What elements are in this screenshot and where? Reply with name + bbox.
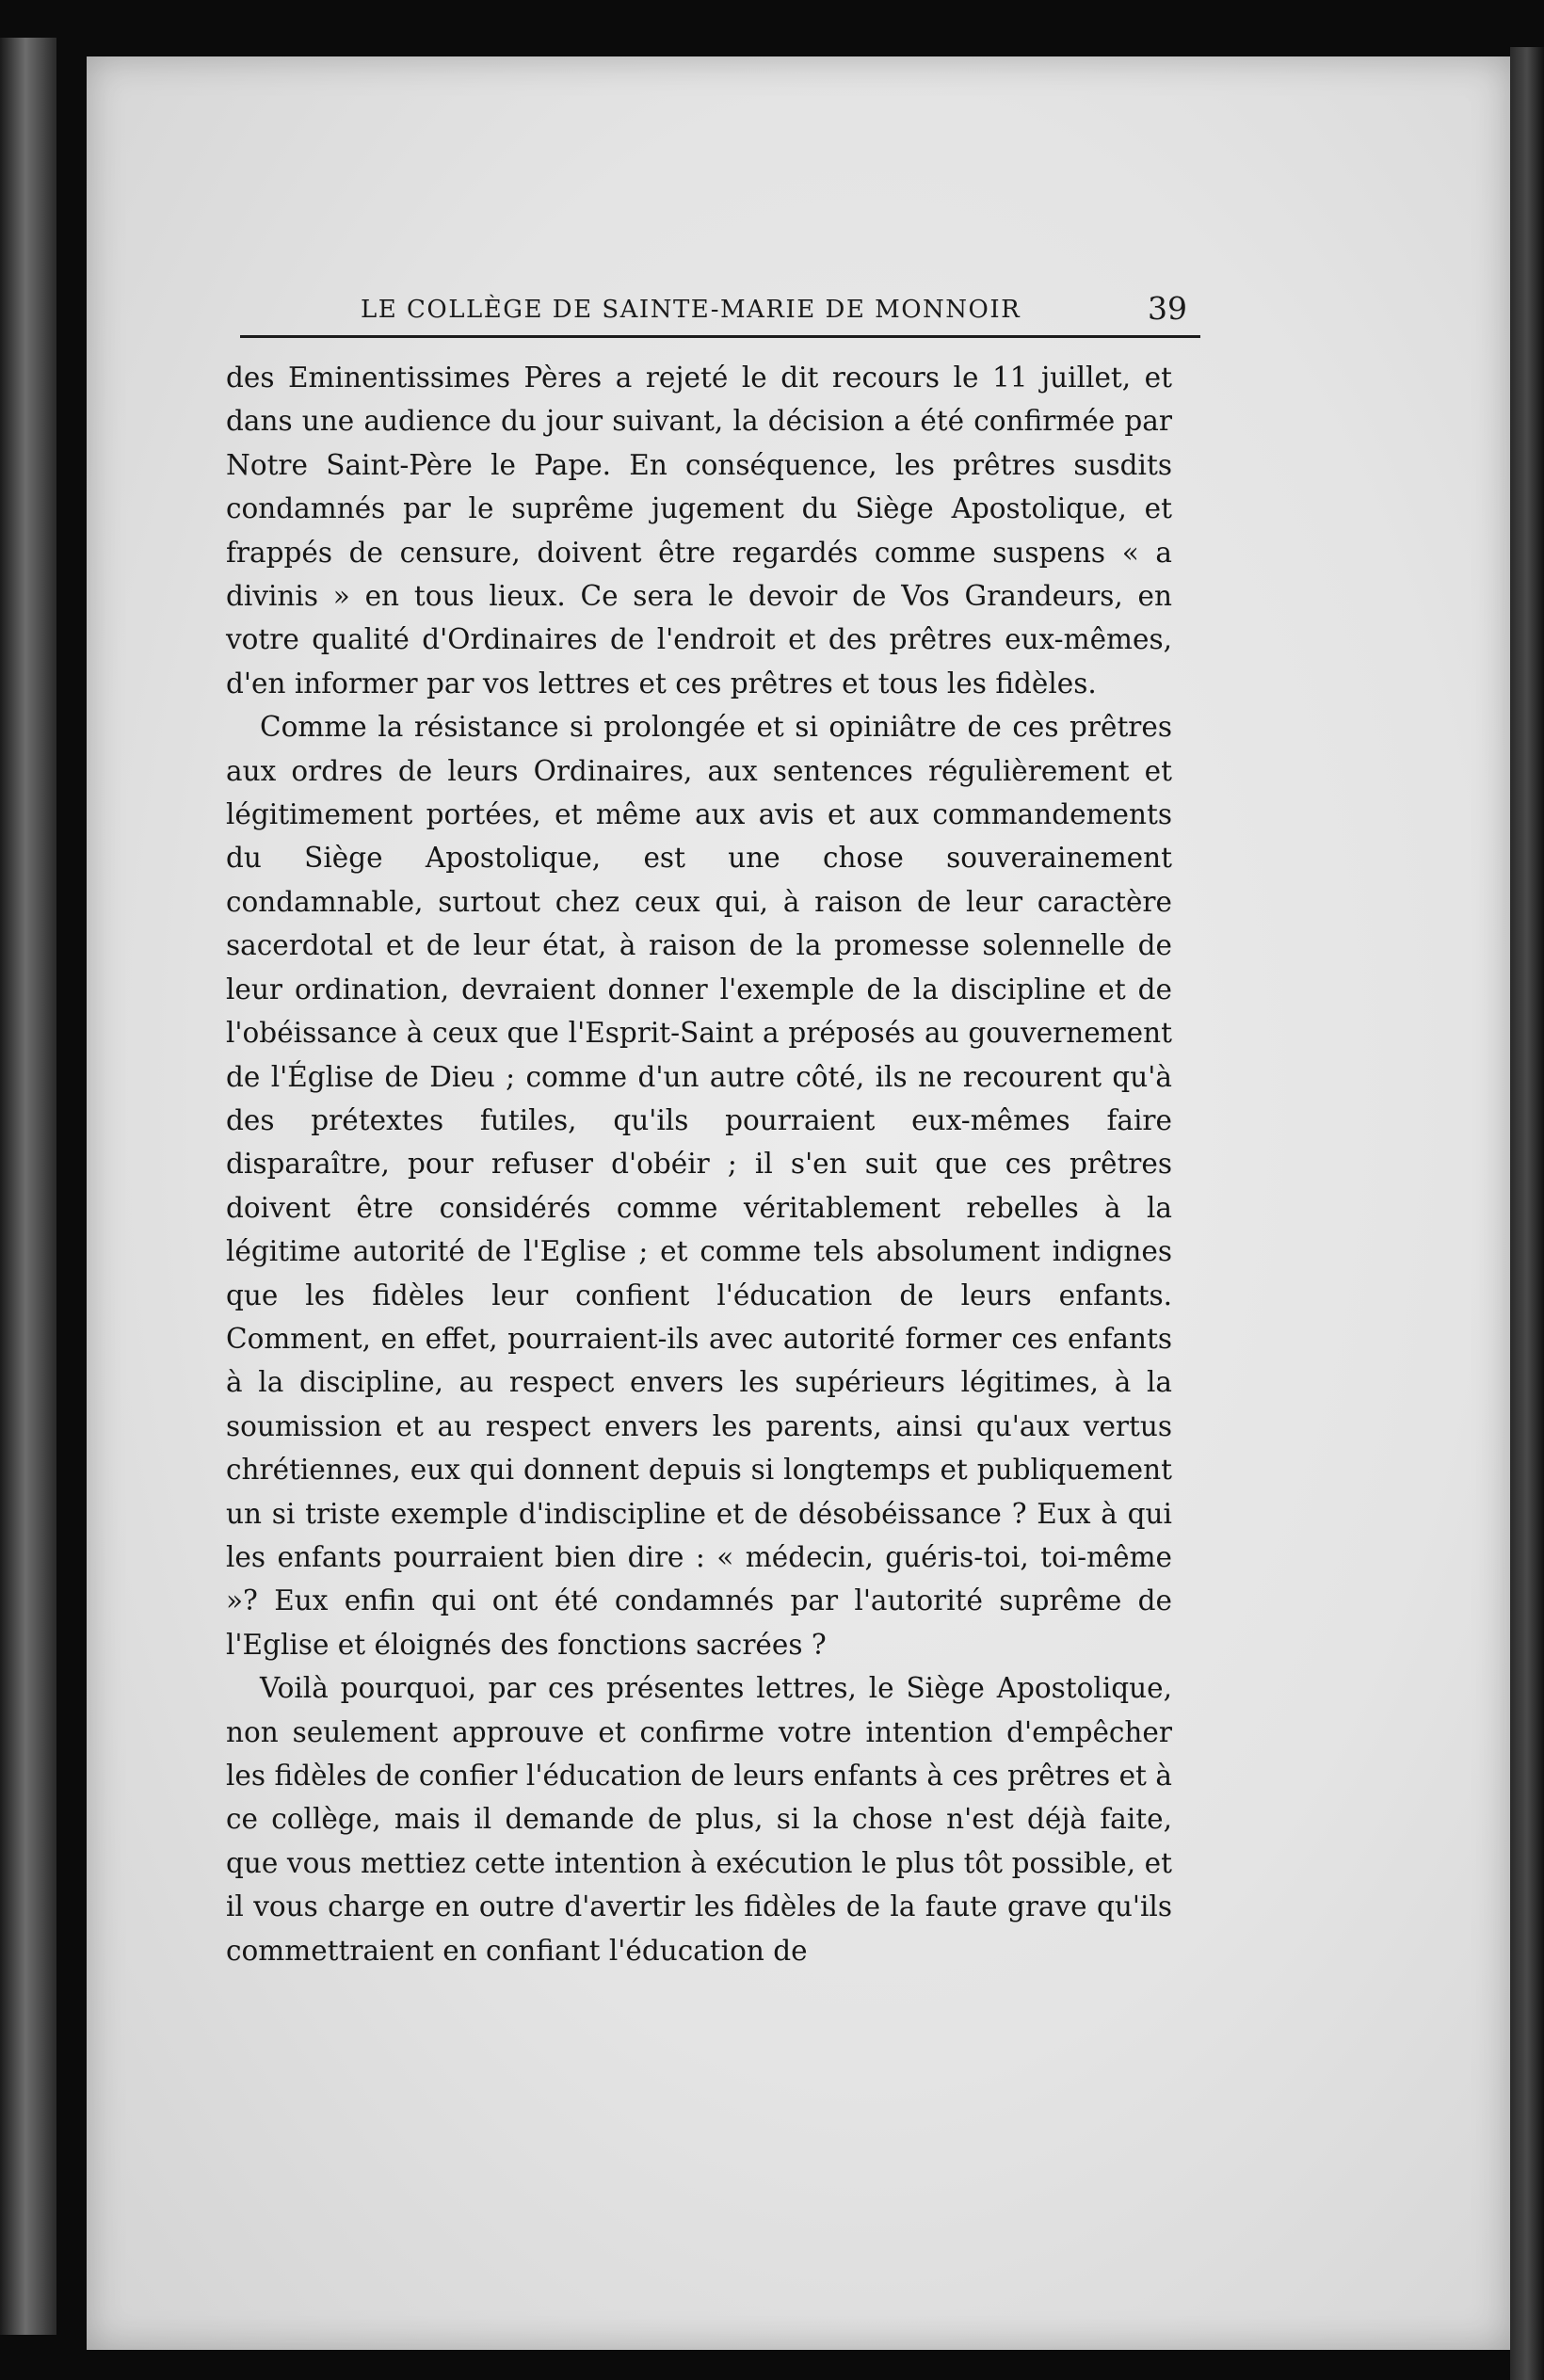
book-spine-edge [1510,47,1544,2380]
paragraph-continuation: des Eminentissimes Pères a rejeté le dit recours le 11 juillet, et dans une audience du jour suivant, la décision a été confirmée par Notre Saint-Père le Pape. En conséquence, les prêtres susdits condamnés par le suprême jugement du Siège Apostolique, et frappés de censure, doivent être regardés comme suspens « a divinis » en tous lieux. Ce sera le devoir de Vos Grandeurs, en votre qualité d'Ordinaires de l'endroit et des prêtres eux-mêmes, d'en informer par vos lettres et ces prêtres et tous les fidèles. [226,362,1172,700]
paragraph-3: Voilà pourquoi, par ces présentes lettres, le Siège Apostolique, non seulement approuve et confirme votre intention d'empêcher les fidèles de confier l'éducation de leurs enfants à ces prêtres et à ce collège, mais il demande de plus, si la chose n'est déjà faite, que vous mettiez cette intention à exécution le plus tôt possible, et il vous charge en outre d'avertir les fidèles de la faute grave qu'ils commettraient en confiant l'éducation de [226,1672,1172,1967]
body-text [226,356,1172,1972]
running-header [240,284,1200,333]
header-rule [240,335,1200,338]
page-number: 39 [1148,290,1187,327]
facing-page-edge [0,38,56,2335]
paragraph-2: Comme la résistance si prolongée et si opiniâtre de ces prêtres aux ordres de leurs Ordinaires, aux sentences régulièrement et légitimement portées, et même aux avis et aux commandements du Siège Apostolique, est une chose souverainement condamnable, surtout chez ceux qui, à raison de leur caractère sacerdotal et de leur état, à raison de la promesse solennelle de leur ordination, devraient donner l'exemple de la discipline et de l'obéissance à ceux que l'Esprit-Saint a préposés au gouvernement de l'Église de Dieu ; comme d'un autre côté, ils ne recourent qu'à des prétextes futiles, qu'ils pourraient eux-mêmes faire disparaître, pour refuser d'obéir ; il s'en suit que ces prêtres doivent être considérés comme véritablement rebelles à la légitime autorité de l'Eglise ; et comme tels absolument indignes que les fidèles leur confient l'éducation de leurs enfants. Comment, en effet, pourraient-ils avec autorité former ces enfants à la discipline, au respect envers les supérieurs légitimes, à la soumission et au respect envers les parents, ainsi qu'aux vertus chrétiennes, eux qui donnent depuis si longtemps et publiquement un si triste exemple d'indiscipline et de désobéissance ? Eux à qui les enfants pourraient bien dire : « médecin, guéris-toi, toi-même »? Eux enfin qui ont été condamnés par l'autorité suprême de l'Eglise et éloignés des fonctions sacrées ? [226,711,1172,1661]
running-title: LE COLLÈGE DE SAINTE-MARIE DE MONNOIR [361,296,1021,324]
